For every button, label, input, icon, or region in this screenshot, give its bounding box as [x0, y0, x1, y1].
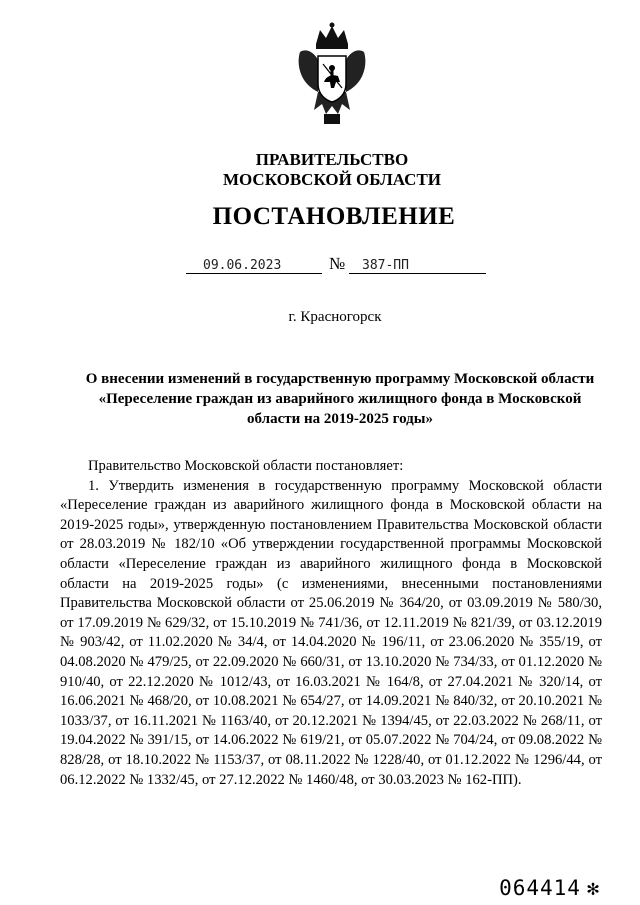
number-sign: №: [329, 254, 346, 273]
coat-of-arms-icon: [296, 22, 368, 132]
document-date: 09.06.2023: [203, 258, 282, 273]
subject-line3: области на 2019-2025 годы»: [247, 411, 433, 427]
date-underline: [186, 273, 322, 274]
serial-number: [499, 876, 600, 900]
subject-line2: «Переселение граждан из аварийного жилищного фонда в Московской: [98, 391, 582, 407]
government-name-line1: ПРАВИТЕЛЬСТВО: [255, 150, 409, 169]
government-name-line2: МОСКОВСКОЙ ОБЛАСТИ: [222, 170, 442, 189]
document-number: 387-ПП: [362, 258, 409, 273]
document-subject: [55, 369, 625, 429]
subject-line1: О внесении изменений в государственную программу Московской области: [85, 371, 595, 387]
city-name: г. Красногорск: [288, 309, 382, 325]
document-type-title: ПОСТАНОВЛЕНИЕ: [212, 203, 456, 230]
body-intro: Правительство Московской области постановляет:: [88, 458, 404, 474]
asterisk-mark-icon: ✻: [586, 876, 600, 900]
body-item-1: 1. Утвердить изменения в государственную программу Московской области «Переселение граждан из аварийного жилищного фонда в Московской области на 2019-2025 годы», утвержденную постановлением Правительства Московской области от 28.03.2019 № 182/10 «Об утверждении государственной программы Московской области «Переселение граждан из аварийного жилищного фонда в Московской области на 2019-2025 годы» (с изменениями, внесенными постановлениями Правительства Московской области от 25.06.2019 № 364/20, от 03.09.2019 № 580/30, от 17.09.2019 № 629/32, от 15.10.2019 № 741/36, от 12.11.2019 № 821/39, от 03.12.2019 № 903/42, от 11.02.2020 № 34/4, от 14.04.2020 № 196/11, от 23.06.2020 № 355/19, от 04.08.2020 № 479/25, от 22.09.2020 № 660/31, от 13.10.2020 № 734/33, от 01.12.2020 № 910/40, от 22.12.2020 № 1012/43, от 16.03.2021 № 164/8, от 27.04.2021 № 320/14, от 16.06.2021 № 468/20, от 10.08.2021 № 654/27, от 14.09.2021 № 840/32, от 20.10.2021 № 1033/37, от 16.11.2021 № 1163/40, от 20.12.2021 № 1394/45, от 22.03.2022 № 268/11, от 19.04.2022 № 391/15, от 14.06.2022 № 619/21, от 05.07.2022 № 704/24, от 09.08.2022 № 828/28, от 18.10.2022 № 1153/37, от 08.11.2022 № 1228/40, от 01.12.2022 № 1296/44, от 06.12.2022 № 1332/45, от 27.12.2022 № 1460/48, от 30.03.2023 № 162-ПП).: [60, 477, 602, 788]
serial-value: 064414: [499, 876, 581, 900]
number-underline: [349, 273, 486, 274]
document-body: [60, 457, 602, 790]
